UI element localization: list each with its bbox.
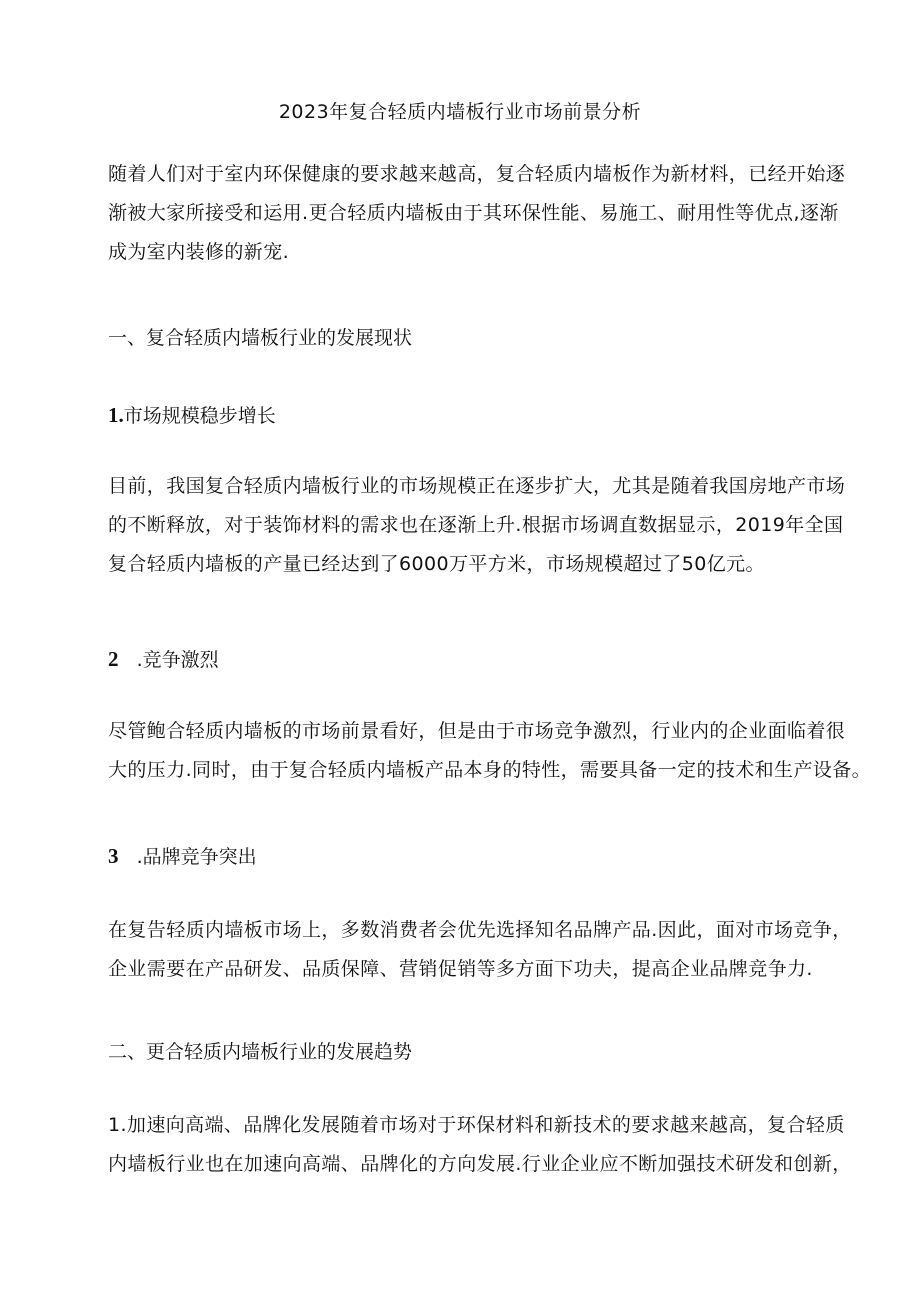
intro-line: 渐被大家所接受和运用.更合轻质内墙板由于其环保性能、易施工、耐用性等优点,逐渐 — [108, 202, 839, 224]
intro-paragraph — [108, 155, 846, 272]
paragraph-line: 的不断释放，对于装饰材料的需求也在逐渐上升.根据市场调直数据显示，2019年全国 — [108, 514, 844, 536]
market-scale-paragraph — [108, 467, 846, 584]
paragraph-line: 目前，我国复合轻质内墙板行业的市场规模正在逐步扩大，尤其是随着我国房地产市场 — [108, 475, 846, 497]
subheading-number: 2 — [108, 647, 119, 671]
intro-line: 随着人们对于室内环保健康的要求越来越高，复合轻质内墙板作为新材料，已经开始逐 — [108, 163, 846, 185]
brand-competition-paragraph — [108, 911, 852, 989]
subheading-brand-competition — [108, 841, 257, 872]
subheading-market-scale — [108, 400, 276, 431]
paragraph-line: 内墙板行业也在加速向高端、品牌化的方向发展.行业企业应不断加强技术研发和创新， — [108, 1153, 852, 1175]
section-heading-trends: 二、更合轻质内墙板行业的发展趋势 — [108, 1041, 413, 1063]
section-heading-status: 一、复合轻质内墙板行业的发展现状 — [108, 327, 413, 349]
subheading-label: .竞争激烈 — [136, 649, 219, 671]
subheading-number: 3 — [108, 844, 119, 868]
subheading-label: .品牌竞争突出 — [136, 846, 257, 868]
paragraph-line: 复合轻质内墙板的产量已经达到了6000万平方米，市场规模超过了50亿元。 — [108, 553, 765, 575]
paragraph-line: 企业需要在产品研发、品质保障、营销促销等多方面下功夫，提高企业品牌竞争力. — [108, 958, 813, 980]
intro-line: 成为室内装修的新宠. — [108, 241, 290, 263]
paragraph-line: 尽管鲍合轻质内墙板的市场前景看好，但是由于市场竞争激烈，行业内的企业面临着很 — [108, 720, 846, 742]
document-title: 2023年复合轻质内墙板行业市场前景分析 — [278, 101, 642, 123]
subheading-competition — [108, 644, 219, 675]
subheading-label: 市场规模稳步增长 — [123, 405, 276, 427]
subheading-number: 1. — [108, 403, 124, 427]
paragraph-line: 1.加速向高端、品牌化发展随着市场对于环保材料和新技术的要求越来越高，复合轻质 — [108, 1114, 845, 1136]
paragraph-line: 在复告轻质内墙板市场上，多数消费者会优先选择知名品牌产品.因此，面对市场竞争， — [108, 919, 852, 941]
competition-paragraph — [108, 712, 872, 790]
paragraph-line: 大的压力.同时，由于复合轻质内墙板产品本身的特性，需要具备一定的技术和生产设备。 — [108, 759, 872, 781]
trend-item-paragraph — [108, 1106, 852, 1184]
